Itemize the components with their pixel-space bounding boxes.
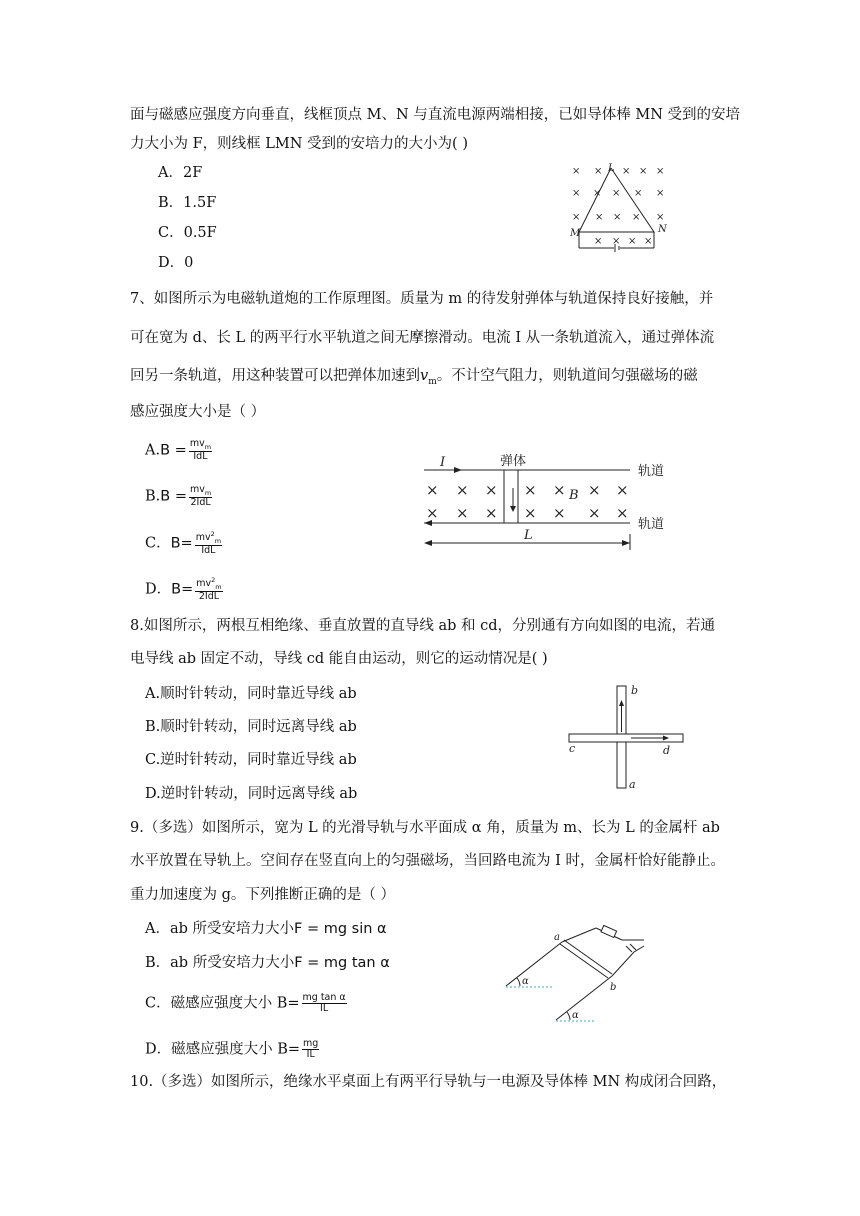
q6-field-x: × bbox=[656, 188, 665, 199]
q6-field-x: × bbox=[632, 212, 641, 223]
q9-option-a[interactable] bbox=[145, 922, 387, 937]
q7-field-x: × bbox=[524, 504, 537, 522]
q7-line-3b: 。不计空气阻力，则轨道间匀强磁场的磁 bbox=[436, 368, 698, 384]
q7-field-x: × bbox=[456, 504, 469, 522]
q7-label-i: I bbox=[440, 455, 446, 470]
q9-fraction-den: IL bbox=[320, 1002, 329, 1014]
q9-incline-figure bbox=[500, 920, 670, 1030]
q6-label-n: N bbox=[658, 224, 667, 235]
q9-option-b[interactable] bbox=[145, 956, 390, 971]
q6-field-x: × bbox=[572, 188, 581, 199]
q9-option-c-text: C．磁感应强度大小 B= bbox=[145, 995, 300, 1012]
q7-field-x: × bbox=[588, 504, 601, 522]
q9-fraction-den: IL bbox=[306, 1048, 315, 1060]
q9-label-b: b bbox=[610, 982, 617, 993]
q7-label-l: L bbox=[524, 528, 533, 543]
q8-label-d: d bbox=[663, 744, 671, 757]
q7-fraction-num-sub: m bbox=[204, 442, 212, 451]
q7-fraction-num: mv bbox=[195, 532, 211, 544]
q9-line-3: 重力加速度为 g。下列推断正确的是（ ） bbox=[130, 887, 395, 903]
q6-field-x: × bbox=[628, 236, 637, 247]
q7-option-fraction bbox=[189, 439, 212, 462]
q6-field-x: × bbox=[644, 236, 653, 247]
q7-field-x: × bbox=[616, 504, 629, 522]
q7-field-x: × bbox=[553, 504, 566, 522]
q6-field-x: × bbox=[656, 166, 665, 177]
q8-option-a[interactable]: A.顺时针转动，同时靠近导线 ab bbox=[145, 686, 357, 702]
q9-option-a-math: F = mg sin α bbox=[294, 921, 387, 937]
q7-option-prefix: A. bbox=[145, 442, 161, 459]
q7-field-x: × bbox=[616, 481, 629, 499]
q7-railgun-figure bbox=[420, 450, 680, 560]
q7-fraction-num: mv bbox=[189, 438, 205, 449]
q6-option-a[interactable]: A．2F bbox=[158, 165, 203, 181]
q7-line-1: 7、如图所示为电磁轨道炮的工作原理图。质量为 m 的待发射弹体与轨道保持良好接触，并 bbox=[130, 291, 714, 307]
q7-option-c[interactable] bbox=[145, 531, 222, 556]
q8-line-2: 电导线 ab 固定不动，导线 cd 能自由运动，则它的运动情况是( ) bbox=[130, 651, 548, 667]
q9-option-b-text: B．ab 所受安培力大小 bbox=[145, 955, 295, 971]
q8-option-c[interactable]: C.逆时针转动，同时靠近导线 ab bbox=[145, 752, 357, 768]
q7-field-x: × bbox=[524, 481, 537, 499]
q7-option-a[interactable] bbox=[145, 439, 212, 462]
q9-option-c-fraction bbox=[302, 993, 347, 1014]
q7-fraction-num-sub: m bbox=[214, 537, 222, 546]
q7-fraction-num: mv bbox=[189, 484, 205, 495]
q6-field-x: × bbox=[612, 236, 621, 247]
q7-line-3a: 回另一条轨道，用这种装置可以把弹体加速到 bbox=[130, 368, 420, 384]
q9-option-c[interactable] bbox=[145, 993, 347, 1014]
q7-line-3 bbox=[130, 369, 698, 387]
q7-fraction-den: IdL bbox=[193, 450, 208, 462]
q7-fraction-den: 2IdL bbox=[190, 496, 211, 508]
q7-field-x: × bbox=[588, 481, 601, 499]
q8-label-a: a bbox=[629, 778, 636, 791]
q7-option-prefix: B. bbox=[145, 488, 161, 505]
q9-line-1: 9.（多选）如图所示，宽为 L 的光滑导轨与水平面成 α 角，质量为 m、长为 L 的金属杆 ab bbox=[130, 820, 720, 836]
q7-option-prefix: C． bbox=[145, 535, 171, 552]
q9-fraction-num: mg bbox=[303, 1038, 319, 1049]
q7-line-4: 感应强度大小是（ ） bbox=[130, 404, 266, 420]
q9-option-b-math: F = mg tan α bbox=[294, 955, 390, 971]
q7-label-b: B bbox=[569, 488, 579, 503]
q9-option-d[interactable] bbox=[145, 1039, 319, 1060]
q6-field-x: × bbox=[593, 188, 602, 199]
q6-field-x: × bbox=[594, 236, 603, 247]
q6-option-b[interactable]: B．1.5F bbox=[158, 195, 217, 211]
q7-fraction-den: 2IdL bbox=[198, 590, 220, 602]
q7-fraction-num-sup: 2 bbox=[210, 530, 215, 538]
q7-field-x: × bbox=[553, 481, 566, 499]
q6-option-d[interactable]: D．0 bbox=[158, 255, 194, 271]
q9-option-d-fraction bbox=[302, 1039, 319, 1060]
q8-option-d[interactable]: D.逆时针转动，同时远离导线 ab bbox=[145, 786, 358, 802]
q8-option-b[interactable]: B.顺时针转动，同时远离导线 ab bbox=[145, 719, 357, 735]
q6-field-x: × bbox=[613, 212, 622, 223]
q9-fraction-num: mg tan α bbox=[302, 992, 346, 1003]
q6-field-x: × bbox=[594, 166, 603, 177]
q6-field-x: × bbox=[639, 166, 648, 177]
q9-label-a: a bbox=[554, 932, 560, 943]
q6-field-x: × bbox=[595, 212, 604, 223]
q7-fraction-num-sub: m bbox=[215, 583, 222, 592]
q6-field-x: × bbox=[656, 212, 665, 223]
q7-option-b[interactable] bbox=[145, 485, 212, 508]
q7-fraction-den: IdL bbox=[201, 544, 216, 556]
q7-field-x: × bbox=[456, 481, 469, 499]
q6-field-x: × bbox=[572, 212, 581, 223]
q7-fraction-num-sup: 2 bbox=[211, 576, 216, 584]
q9-label-alpha-2: α bbox=[572, 1010, 579, 1021]
q10-line-1: 10.（多选）如图所示，绝缘水平桌面上有两平行导轨与一电源及导体棒 MN 构成闭合回路， bbox=[130, 1074, 727, 1090]
q7-option-fraction bbox=[195, 531, 222, 556]
q7-label-track-1: 轨道 bbox=[638, 464, 665, 479]
q7-option-fraction bbox=[189, 485, 212, 508]
q6-label-m: M bbox=[570, 228, 581, 239]
q7-option-fraction bbox=[195, 577, 222, 602]
q7-velocity: v bbox=[420, 368, 429, 384]
q9-line-2: 水平放置在导轨上。空间存在竖直向上的匀强磁场，当回路电流为 I 时，金属杆恰好能静止。 bbox=[130, 853, 725, 869]
q7-option-prefix: D． bbox=[145, 581, 172, 598]
q7-velocity-sub: m bbox=[428, 376, 437, 387]
q7-field-x: × bbox=[426, 481, 439, 499]
q7-field-x: × bbox=[485, 481, 498, 499]
q7-option-d[interactable] bbox=[145, 577, 223, 602]
q6-line-2: 力大小为 F，则线框 LMN 受到的安培力的大小为( ) bbox=[130, 136, 468, 152]
q8-line-1: 8.如图所示，两根互相绝缘、垂直放置的直导线 ab 和 cd，分别通有方向如图的电流，若通 bbox=[130, 618, 715, 634]
q7-field-x: × bbox=[426, 504, 439, 522]
q8-label-c: c bbox=[569, 742, 576, 755]
q8-label-b: b bbox=[631, 684, 639, 697]
q9-option-a-text: A．ab 所受安培力大小 bbox=[145, 921, 295, 937]
q7-fraction-num: mv bbox=[196, 578, 212, 590]
q6-field-x: × bbox=[634, 188, 643, 199]
q7-label-body: 弹体 bbox=[500, 454, 527, 469]
q7-option-lhs: B = bbox=[160, 488, 187, 505]
q6-triangle-figure bbox=[568, 160, 678, 260]
q6-field-x: × bbox=[572, 166, 581, 177]
q7-field-x: × bbox=[485, 504, 498, 522]
q6-field-x: × bbox=[622, 166, 631, 177]
q9-option-d-text: D．磁感应强度大小 B= bbox=[145, 1041, 301, 1058]
q7-fraction-num-sub: m bbox=[204, 488, 212, 497]
q7-option-lhs: B= bbox=[171, 581, 194, 598]
q7-line-2: 可在宽为 d、长 L 的两平行水平轨道之间无摩擦滑动。电流 I 从一条轨道流入，通过弹体流 bbox=[130, 330, 715, 346]
q6-field-x: × bbox=[612, 188, 621, 199]
q6-label-l: L bbox=[608, 163, 615, 174]
q7-label-track-2: 轨道 bbox=[638, 517, 665, 532]
q6-line-1: 面与磁感应强度方向垂直，线框顶点 M、N 与直流电源两端相接，已如导体棒 MN 受到的安培 bbox=[130, 107, 741, 123]
q7-option-lhs: B= bbox=[170, 535, 193, 552]
q6-option-c[interactable]: C．0.5F bbox=[158, 225, 217, 241]
q7-option-lhs: B = bbox=[160, 442, 187, 459]
q9-label-alpha-1: α bbox=[522, 976, 529, 987]
q8-wires-figure bbox=[565, 682, 695, 794]
